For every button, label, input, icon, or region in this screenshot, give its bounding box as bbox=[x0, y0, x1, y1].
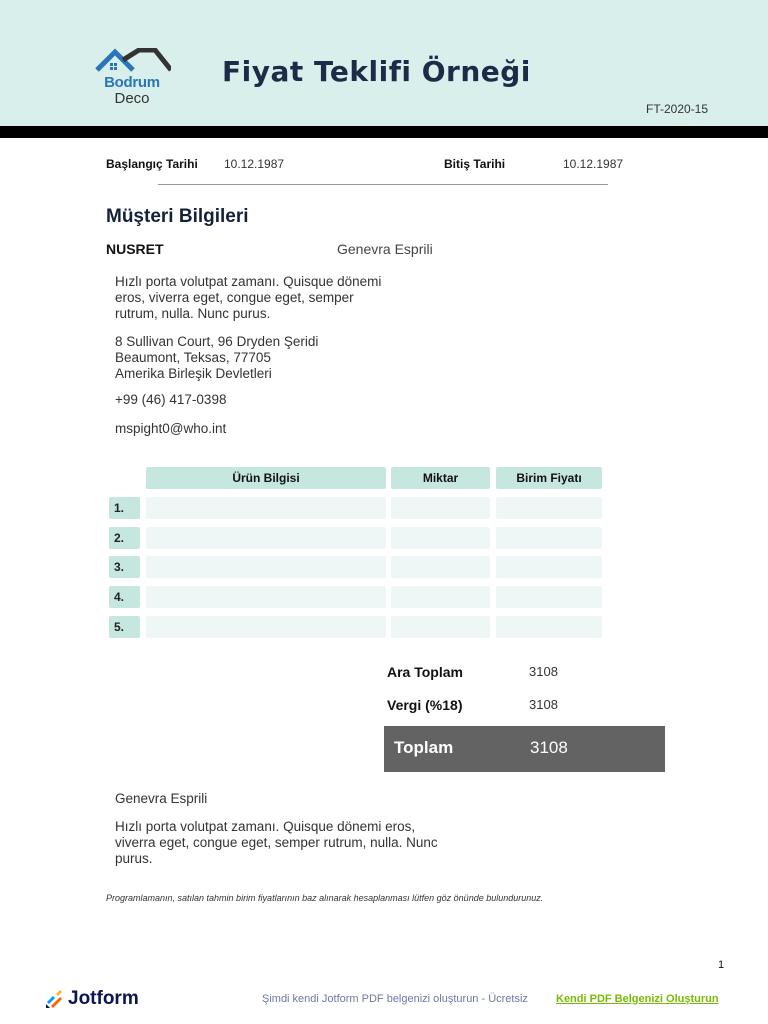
row-number: 2. bbox=[109, 527, 140, 549]
closing-text-line: Hızlı porta volutpat zamanı. Quisque dönemi eros, bbox=[115, 819, 416, 834]
page-title: Fiyat Teklifi Örneği bbox=[222, 55, 531, 88]
description-line: rutrum, nulla. Nunc purus. bbox=[115, 306, 271, 321]
logo-text-deco: Deco bbox=[114, 90, 150, 107]
closing-text-line: viverra eget, congue eget, semper rutrum, nulla. Nunc bbox=[115, 835, 438, 850]
quantity-cell bbox=[391, 527, 490, 549]
header-divider bbox=[0, 126, 768, 138]
start-date-value: 10.12.1987 bbox=[224, 157, 285, 171]
total-box bbox=[384, 726, 665, 772]
page-number: 1 bbox=[718, 959, 725, 971]
create-pdf-link[interactable]: Kendi PDF Belgenizi Oluşturun bbox=[556, 993, 719, 1005]
quantity-cell bbox=[391, 616, 490, 638]
company-logo bbox=[93, 48, 173, 110]
table-header-product: Ürün Bilgisi bbox=[146, 467, 386, 489]
customer-description bbox=[115, 274, 381, 322]
price-cell bbox=[496, 556, 602, 578]
start-date-label: Başlangıç Tarihi bbox=[106, 157, 198, 171]
row-number: 3. bbox=[109, 556, 140, 578]
total-value: 3108 bbox=[530, 738, 568, 757]
customer-address bbox=[115, 334, 318, 382]
product-cell bbox=[146, 497, 386, 519]
table-header-unit-price: Birim Fiyatı bbox=[496, 467, 602, 489]
customer-email: mspight0@who.int bbox=[115, 421, 227, 436]
logo-text-bodrum: Bodrum bbox=[104, 74, 160, 91]
description-line: eros, viverra eget, congue eget, semper bbox=[115, 290, 354, 305]
row-number: 5. bbox=[109, 616, 140, 638]
house-roof-icon bbox=[95, 48, 171, 76]
product-cell bbox=[146, 527, 386, 549]
table-header-quantity: Miktar bbox=[391, 467, 490, 489]
jotform-logo-icon bbox=[44, 988, 66, 1010]
subtotal-value: 3108 bbox=[529, 664, 558, 679]
date-divider bbox=[158, 184, 608, 185]
customer-section-title: Müşteri Bilgileri bbox=[106, 206, 249, 227]
address-line: Beaumont, Teksas, 77705 bbox=[115, 350, 271, 365]
product-cell bbox=[146, 586, 386, 608]
closing-text-line: purus. bbox=[115, 851, 153, 866]
address-line: 8 Sullivan Court, 96 Dryden Şeridi bbox=[115, 334, 319, 349]
subtotal-label: Ara Toplam bbox=[387, 664, 463, 680]
address-line: Amerika Birleşik Devletleri bbox=[115, 366, 272, 381]
price-cell bbox=[496, 616, 602, 638]
quantity-cell bbox=[391, 497, 490, 519]
row-number: 4. bbox=[109, 586, 140, 608]
footer-promo-text: Şimdi kendi Jotform PDF belgenizi oluşturun - Ücretsiz bbox=[262, 993, 528, 1005]
end-date-value: 10.12.1987 bbox=[563, 157, 624, 171]
customer-company: Genevra Esprili bbox=[337, 241, 433, 257]
closing-signature: Genevra Esprili bbox=[115, 791, 208, 806]
total-label: Toplam bbox=[394, 738, 454, 757]
closing-text bbox=[115, 819, 438, 867]
customer-phone: +99 (46) 417-0398 bbox=[115, 392, 227, 407]
document-id: FT-2020-15 bbox=[646, 102, 709, 116]
tax-label: Vergi (%18) bbox=[387, 697, 463, 713]
product-cell bbox=[146, 556, 386, 578]
product-cell bbox=[146, 616, 386, 638]
end-date-label: Bitiş Tarihi bbox=[444, 157, 506, 171]
description-line: Hızlı porta volutpat zamanı. Quisque dönemi bbox=[115, 274, 382, 289]
jotform-brand: Jotform bbox=[68, 988, 139, 1009]
quantity-cell bbox=[391, 586, 490, 608]
price-cell bbox=[496, 586, 602, 608]
price-cell bbox=[496, 527, 602, 549]
tax-value: 3108 bbox=[529, 697, 558, 712]
quantity-cell bbox=[391, 556, 490, 578]
row-number: 1. bbox=[109, 497, 140, 519]
customer-name: NUSRET bbox=[106, 241, 164, 257]
price-cell bbox=[496, 497, 602, 519]
footnote: Programlamanın, satılan tahmin birim fiyatlarının baz alınarak hesaplanması lütfen göz önünde bulundurunuz. bbox=[106, 893, 544, 903]
